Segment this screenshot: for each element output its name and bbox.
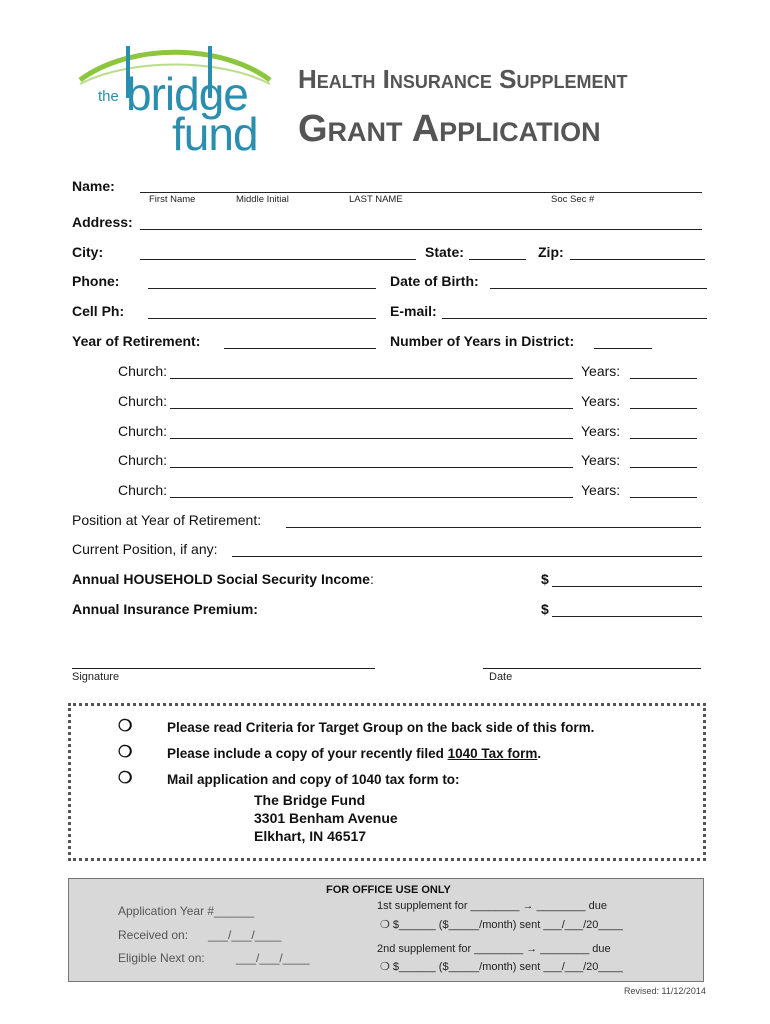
mail-address-street: 3301 Benham Avenue: [254, 810, 398, 826]
church-field[interactable]: [170, 408, 573, 409]
ss-income-field[interactable]: [552, 586, 702, 587]
instruction-mail: Mail application and copy of 1040 tax form to:: [167, 772, 460, 787]
years-field[interactable]: [630, 467, 697, 468]
years-label: Years:: [581, 363, 621, 379]
bullet-icon: ❍: [118, 718, 133, 735]
years-field[interactable]: [630, 497, 697, 498]
position-retirement-label: Position at Year of Retirement:: [72, 512, 262, 528]
years-label: Years:: [581, 482, 621, 498]
current-position-field[interactable]: [232, 556, 702, 557]
name-label: Name:: [72, 178, 115, 194]
state-field[interactable]: [469, 259, 526, 260]
tax-form-link[interactable]: 1040 Tax form: [447, 746, 538, 761]
second-supplement-line1: 2nd supplement for ________ → ________ due: [377, 943, 611, 955]
form-title-line2: Grant Application: [298, 108, 601, 150]
mail-address-name: The Bridge Fund: [254, 792, 366, 808]
bullet-icon: ❍: [118, 744, 133, 761]
email-label: E-mail:: [390, 303, 437, 319]
email-field[interactable]: [442, 318, 707, 319]
last-name-caption: LAST NAME: [349, 194, 403, 205]
ssn-caption: Soc Sec #: [551, 194, 595, 205]
instruction-criteria: Please read Criteria for Target Group on the back side of this form.: [167, 720, 595, 735]
eligible-date: ___/___/____: [236, 951, 310, 965]
dob-label: Date of Birth:: [390, 273, 479, 289]
church-label: Church:: [118, 393, 168, 409]
years-label: Years:: [581, 423, 621, 439]
revised-date: Revised: 11/12/2014: [624, 986, 706, 996]
ss-income-dollar: $: [541, 571, 549, 587]
cell-field[interactable]: [148, 318, 376, 319]
name-field[interactable]: [140, 192, 702, 193]
date-field[interactable]: [483, 668, 701, 669]
church-field[interactable]: [170, 497, 573, 498]
state-label: State:: [425, 244, 464, 260]
years-field[interactable]: [630, 408, 697, 409]
phone-field[interactable]: [148, 288, 376, 289]
church-label: Church:: [118, 363, 168, 379]
logo-bridge: bridge: [126, 68, 248, 120]
mail-address-city: Elkhart, IN 46517: [254, 828, 367, 844]
signature-field[interactable]: [72, 668, 375, 669]
premium-field[interactable]: [552, 616, 702, 617]
church-field[interactable]: [170, 467, 573, 468]
first-name-caption: First Name: [149, 194, 196, 205]
logo-fund: fund: [172, 108, 258, 160]
office-use-header: FOR OFFICE USE ONLY: [326, 884, 451, 896]
church-field[interactable]: [170, 378, 573, 379]
form-title-line1: Health Insurance Supplement: [298, 64, 628, 94]
retirement-year-label: Year of Retirement:: [72, 333, 201, 349]
retirement-year-field[interactable]: [224, 348, 376, 349]
received-date: ___/___/____: [208, 928, 282, 942]
second-supplement-line2: ❍ $______ ($_____/month) sent ___/___/20____: [380, 961, 623, 973]
signature-caption: Signature: [72, 671, 120, 683]
first-supplement-line1: 1st supplement for ________ → ________ due: [377, 900, 607, 912]
first-supplement-line2: ❍ $______ ($_____/month) sent ___/___/20____: [380, 919, 623, 931]
address-label: Address:: [72, 214, 133, 230]
city-label: City:: [72, 244, 104, 260]
cell-label: Cell Ph:: [72, 303, 125, 319]
church-field[interactable]: [170, 438, 573, 439]
church-label: Church:: [118, 482, 168, 498]
middle-initial-caption: Middle Initial: [236, 194, 289, 205]
instruction-tax-form: Please include a copy of your recently filed 1040 Tax form.: [167, 746, 542, 761]
zip-field[interactable]: [570, 259, 705, 260]
years-district-label: Number of Years in District:: [390, 333, 575, 349]
position-retirement-field[interactable]: [286, 527, 701, 528]
address-field[interactable]: [140, 229, 702, 230]
dob-field[interactable]: [490, 288, 707, 289]
received-label: Received on:: [118, 928, 189, 942]
ss-income-label: Annual HOUSEHOLD Social Security Income:: [72, 571, 374, 587]
date-caption: Date: [489, 671, 513, 683]
years-district-field[interactable]: [594, 348, 652, 349]
years-label: Years:: [581, 393, 621, 409]
bridge-fund-logo: [70, 38, 280, 160]
premium-dollar: $: [541, 601, 549, 617]
eligible-label: Eligible Next on:: [118, 951, 205, 965]
years-field[interactable]: [630, 378, 697, 379]
church-label: Church:: [118, 423, 168, 439]
years-label: Years:: [581, 452, 621, 468]
years-field[interactable]: [630, 438, 697, 439]
zip-label: Zip:: [538, 244, 564, 260]
premium-label: Annual Insurance Premium:: [72, 601, 258, 617]
bullet-icon: ❍: [118, 770, 133, 787]
current-position-label: Current Position, if any:: [72, 541, 218, 557]
logo-the: the: [98, 88, 119, 105]
phone-label: Phone:: [72, 273, 120, 289]
church-label: Church:: [118, 452, 168, 468]
city-field[interactable]: [140, 259, 416, 260]
application-year-field: Application Year #______: [118, 904, 255, 918]
